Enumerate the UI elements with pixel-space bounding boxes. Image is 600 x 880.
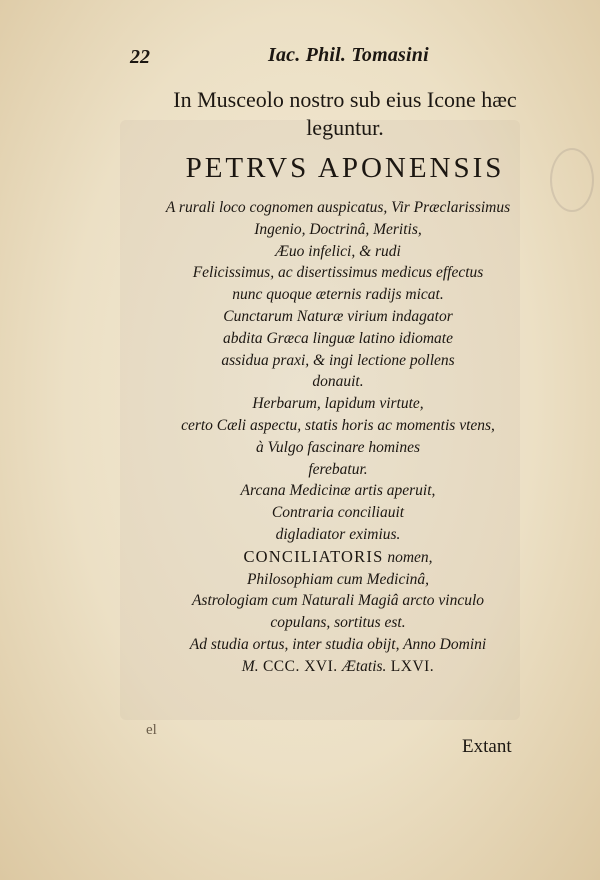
inscription-line: Contraria conciliauit xyxy=(271,504,405,522)
date-year: CCC. XVI. xyxy=(258,657,343,675)
inscription-line: Arcana Medicinæ artis aperuit, xyxy=(240,482,436,500)
conciliatoris-line xyxy=(118,546,558,569)
inscription-line: à Vulgo fascinare homines xyxy=(255,438,421,456)
inscription-line: Æuo infelici, & rudi xyxy=(275,242,401,260)
inscription-line: Ad studia ortus, inter studia obijt, Anno Domini xyxy=(189,635,487,653)
intro-line: In Musceolo nostro sub eius Icone hæc xyxy=(173,87,517,112)
conciliatoris-rest: nomen, xyxy=(383,548,433,566)
date-line xyxy=(118,656,558,678)
inscription-line: copulans, sortitus est. xyxy=(270,614,406,632)
inscription-line: Astrologiam cum Naturali Magiâ arcto vinculo xyxy=(191,592,485,610)
intro-line: leguntur. xyxy=(306,115,384,140)
inscription-line: Philosophiam cum Medicinâ, xyxy=(246,570,430,588)
catchword: Extant xyxy=(462,736,512,757)
inscription-line: certo Cæli aspectu, statis horis ac momentis vtens, xyxy=(181,416,495,434)
inscription-line: A rurali loco cognomen auspicatus, Vir Præclarissimus xyxy=(165,199,511,216)
inscription-line: ferebatur. xyxy=(308,460,368,478)
inscription-line: donauit. xyxy=(312,373,364,391)
running-head: Iac. Phil. Tomasini xyxy=(268,44,429,66)
inscription-body xyxy=(118,197,558,678)
date-m: M. xyxy=(241,657,259,675)
date-age: LXVI. xyxy=(386,657,435,675)
inscription-line: abdita Græca linguæ latino idiomate xyxy=(223,329,453,347)
inscription-line: Ingenio, Doctrinâ, Meritis, xyxy=(254,220,422,238)
margin-mark: el xyxy=(146,722,157,738)
date-aetatis: Ætatis. xyxy=(342,657,387,675)
inscription-line: Herbarum, lapidum virtute, xyxy=(252,395,424,413)
inscription-line: digladiator eximius. xyxy=(275,525,401,543)
page-number: 22 xyxy=(130,46,150,68)
conciliatoris-caps: CONCILIATORIS xyxy=(243,546,384,566)
inscription-title: PETRVS APONENSIS xyxy=(185,152,505,184)
inscription-line: Felicissimus, ac disertissimus medicus effectus xyxy=(192,264,484,282)
inscription-line: nunc quoque æternis radijs micat. xyxy=(232,286,444,304)
inscription-line: assidua praxi, & ingi lectione pollens xyxy=(221,351,455,369)
inscription-line: Cunctarum Naturæ virium indagator xyxy=(223,307,453,325)
intro-text xyxy=(145,86,545,142)
